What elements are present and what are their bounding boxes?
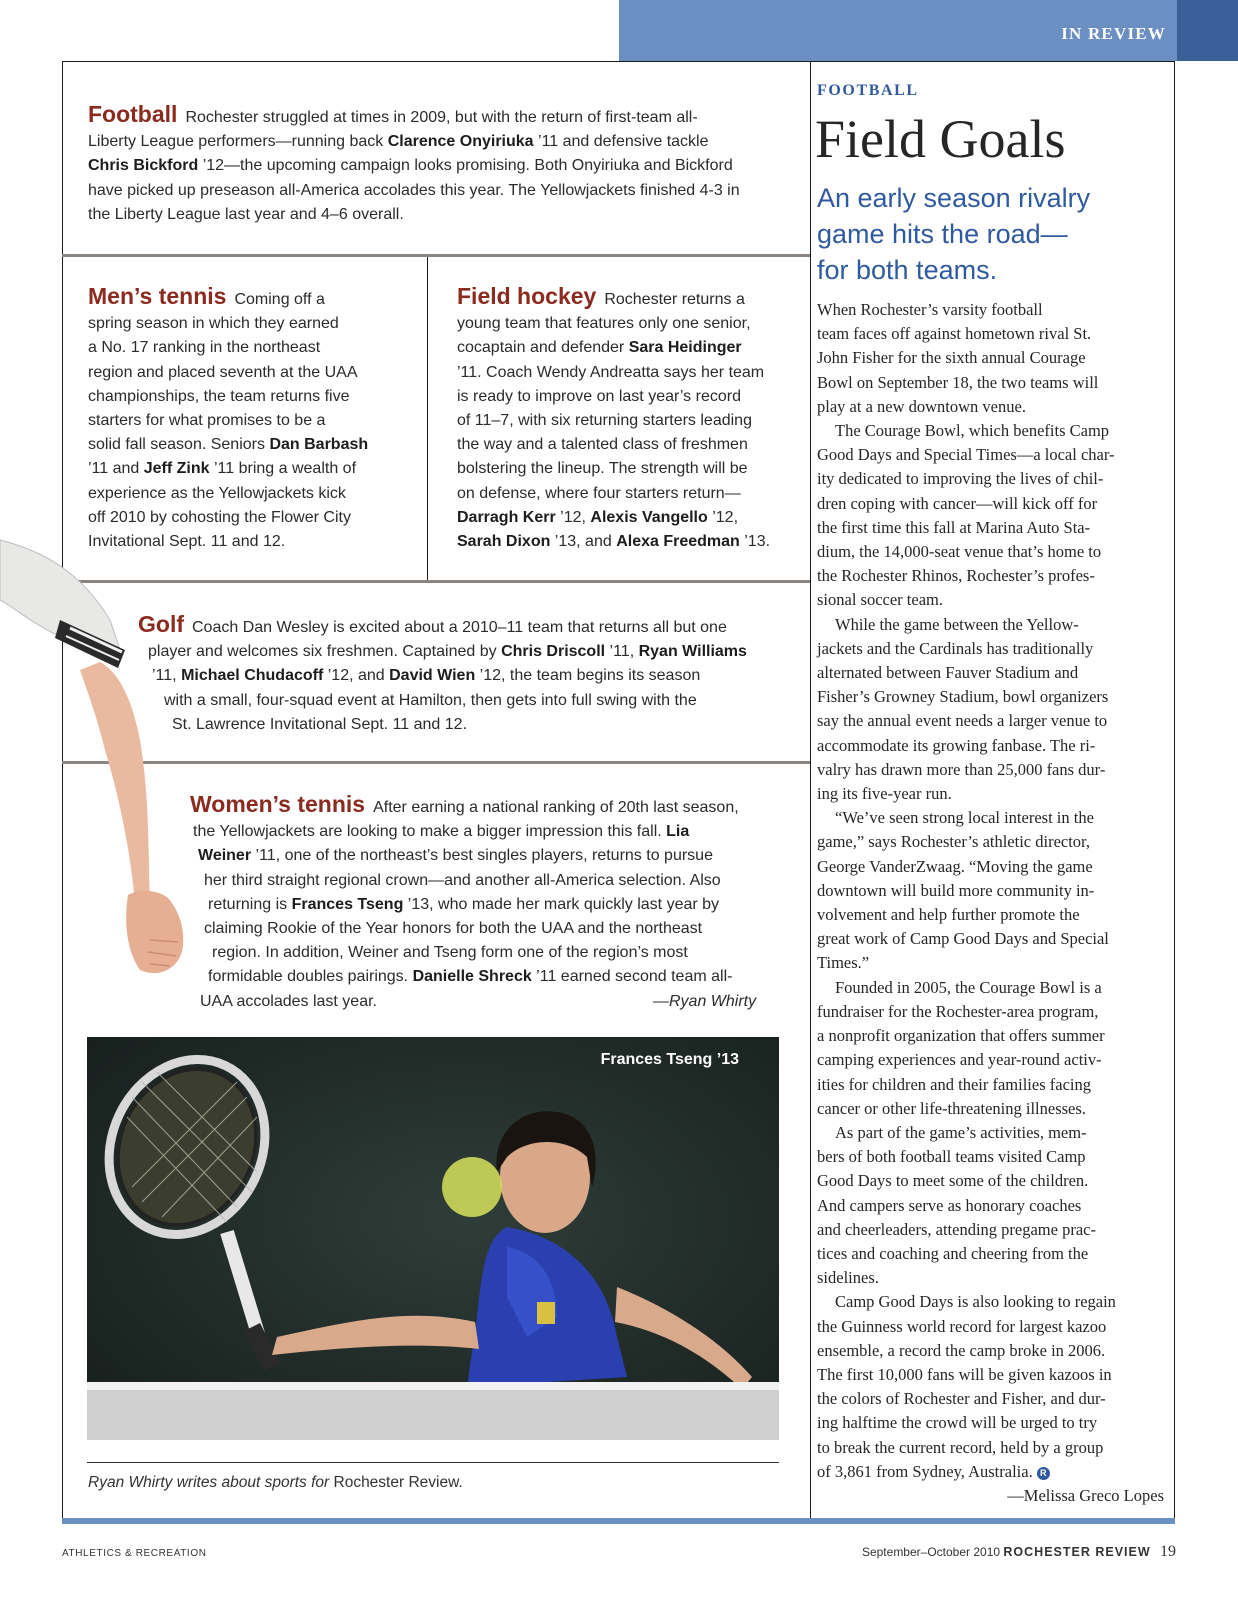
feature-deck: [817, 180, 1090, 288]
body-line: “We’ve seen strong local interest in the: [835, 808, 1094, 828]
text-run: ’12,: [555, 508, 591, 526]
section-line: [190, 844, 739, 868]
body-line: camping experiences and year-round activ-: [817, 1050, 1102, 1070]
caption-rule: [87, 1462, 779, 1463]
feature-kicker: FOOTBALL: [817, 82, 919, 99]
text-run: Liberty League performers—running back: [88, 133, 388, 151]
text-run: ’11 and: [88, 460, 144, 478]
text-run: have picked up preseason all-America accolades this year. The Yellowjackets finished 4-3 in: [88, 181, 740, 199]
player-name: Danielle Shreck: [412, 968, 532, 986]
player-name: David Wien: [389, 667, 476, 685]
text-run: the Yellowjackets are looking to make a bigger impression this fall.: [193, 823, 667, 841]
section-rule: [62, 254, 810, 257]
body-line: ities for children and their families facing: [817, 1074, 1091, 1094]
feature-byline: —Melissa Greco Lopes: [1007, 1485, 1164, 1505]
text-run: off 2010 by cohosting the Flower City: [88, 508, 351, 526]
text-run: ’11. Coach Wendy Andreatta says her team: [457, 363, 765, 381]
text-run: ’11 bring a wealth of: [209, 460, 357, 478]
body-line: say the annual event needs a larger venue to: [817, 711, 1108, 731]
football-section: [88, 102, 740, 227]
author-credit: [88, 1474, 463, 1492]
section-header-label: IN REVIEW: [1061, 24, 1166, 43]
deck-line: An early season rivalry: [817, 183, 1091, 213]
section-line: [88, 312, 368, 336]
credit-publication: Rochester Review.: [333, 1474, 463, 1491]
photo-frances-tseng: [87, 1037, 779, 1440]
body-line: and cheerleaders, attending pregame prac-: [817, 1219, 1096, 1239]
section-line: [88, 482, 368, 506]
text-run: returning is: [208, 895, 292, 913]
body-line: Times.”: [817, 953, 870, 973]
frame-right-line: [1174, 61, 1175, 1522]
text-run: ’11 earned second team all-: [531, 968, 733, 986]
player-name: Dan Barbash: [269, 436, 369, 454]
section-line: [190, 820, 739, 844]
body-line: When Rochester’s varsity football: [817, 300, 1043, 319]
golf-title: Golf: [138, 611, 184, 637]
text-run: After earning a national ranking of 20th last season,: [373, 799, 739, 816]
section-line: [190, 869, 739, 893]
text-run: with a small, four-squad event at Hamilton, then gets into full swing with the: [164, 691, 697, 709]
text-run: [373, 799, 739, 816]
text-run: spring season in which they earned: [88, 315, 339, 333]
section-line: [88, 506, 368, 530]
footer-section-name: ATHLETICS & RECREATION: [62, 1548, 207, 1559]
text-run: St. Lawrence Invitational Sept. 11 and 12.: [172, 715, 468, 733]
body-line: ing halftime the crowd will be urged to try: [817, 1413, 1098, 1433]
text-run: championships, the team returns five: [88, 387, 350, 405]
text-run: on defense, where four starters return—: [457, 484, 741, 502]
body-line: ing its five-year run.: [817, 784, 952, 804]
text-run: formidable doubles pairings.: [208, 968, 413, 986]
body-line: Bowl on September 18, the two teams will: [817, 372, 1099, 392]
section-line: [190, 965, 739, 989]
text-run: [234, 291, 324, 308]
body-line: dren coping with cancer—will kick off for: [817, 493, 1098, 513]
footer-folio: [862, 1543, 1176, 1561]
body-line: the colors of Rochester and Fisher, and dur-: [817, 1389, 1106, 1409]
text-run: starters for what promises to be a: [88, 412, 326, 430]
credit-text: Ryan Whirty writes about sports for: [88, 1474, 334, 1491]
text-run: is ready to improve on last year’s record: [457, 387, 741, 405]
page-number: 19: [1160, 1543, 1176, 1560]
section-line: [457, 312, 770, 336]
section-line: [457, 385, 770, 409]
body-line: Good Days and Special Times—a local char-: [817, 445, 1115, 465]
body-line: great work of Camp Good Days and Special: [817, 929, 1109, 949]
player-name: Ryan Williams: [638, 643, 747, 661]
text-run: [192, 619, 727, 636]
body-line: tices and coaching and cheering from the: [817, 1243, 1089, 1263]
section-line: [457, 530, 770, 554]
body-line: Good Days to meet some of the children.: [817, 1171, 1089, 1191]
body-line: of 3,861 from Sydney, Australia. R: [817, 1460, 1164, 1484]
tennis-player-photo: [87, 1037, 779, 1440]
body-line: The Courage Bowl, which benefits Camp: [835, 421, 1110, 441]
photo-caption: Frances Tseng ’13: [600, 1051, 739, 1068]
text-run: solid fall season. Seniors: [88, 436, 270, 454]
player-name: Clarence Onyiriuka: [387, 133, 534, 151]
feature-headline: Field Goals: [815, 109, 1066, 169]
player-name: Lia: [666, 823, 690, 841]
section-line: [190, 893, 739, 917]
player-name: Alexa Freedman: [616, 533, 740, 551]
section-line: [457, 457, 770, 481]
end-mark-icon: R: [1037, 1467, 1050, 1480]
text-run: the way and a talented class of freshmen: [457, 436, 748, 454]
section-line: [138, 713, 747, 737]
section-line: [138, 689, 747, 713]
body-line: game,” says Rochester’s athletic director,: [817, 832, 1091, 852]
section-line: [88, 409, 368, 433]
field-hockey-section: [457, 284, 770, 554]
body-line: alternated between Fauver Stadium and: [817, 663, 1079, 683]
tennis-arm-image: [0, 500, 200, 1000]
section-line: [138, 664, 747, 688]
player-name: Chris Bickford: [88, 157, 199, 175]
text-run: the Liberty League last year and 4–6 overall.: [88, 205, 404, 223]
footer-magazine: ROCHESTER REVIEW: [1003, 1545, 1151, 1559]
body-line: sidelines.: [817, 1268, 879, 1288]
section-line: [138, 612, 747, 640]
body-line: dium, the 14,000-seat venue that’s home to: [817, 542, 1102, 562]
feature-body: [817, 298, 1164, 1508]
text-run: of 11–7, with six returning starters leading: [457, 412, 752, 430]
text-run: ’11, one of the northeast’s best singles players, returns to pursue: [251, 847, 713, 865]
text-run: a No. 17 ranking in the northeast: [88, 339, 321, 357]
text-run: [200, 993, 377, 1010]
body-line: valry has drawn more than 25,000 fans dur-: [817, 759, 1106, 779]
body-line: John Fisher for the sixth annual Courage: [817, 348, 1086, 368]
text-run: ’12—the upcoming campaign looks promising. Both Onyiriuka and Bickford: [198, 157, 733, 175]
golf-section: [138, 612, 747, 737]
section-line: [190, 917, 739, 941]
body-line: team faces off against hometown rival St.: [817, 324, 1092, 344]
player-name: Sarah Dixon: [457, 533, 551, 551]
text-run: her third straight regional crown—and another all-America selection. Also: [204, 871, 721, 889]
frame-top-line: [62, 61, 1175, 62]
section-line: [457, 506, 770, 530]
player-name: Weiner: [198, 847, 252, 865]
player-name: Darragh Kerr: [457, 508, 556, 526]
text-run: ’12, the team begins its season: [475, 667, 701, 685]
text-run: [185, 109, 697, 126]
text-run: ’13, and: [550, 533, 617, 551]
player-name: Alexis Vangello: [590, 508, 708, 526]
field-hockey-title: Field hockey: [457, 283, 597, 309]
text-run: player and welcomes six freshmen. Captained by: [148, 643, 502, 661]
body-line: jackets and the Cardinals has traditionally: [817, 638, 1094, 658]
section-line: [88, 385, 368, 409]
body-line: fundraiser for the Rochester-area program,: [817, 1001, 1099, 1021]
section-line: [457, 361, 770, 385]
section-line: [457, 409, 770, 433]
body-line: ity dedicated to improving the lives of chil-: [817, 469, 1104, 489]
body-line: cancer or other life-threatening illnesses.: [817, 1098, 1086, 1118]
body-line: to break the current record, held by a group: [817, 1437, 1104, 1457]
section-line: [88, 179, 740, 203]
section-line: [88, 457, 368, 481]
womens-tennis-byline: —Ryan Whirty: [653, 992, 757, 1010]
text-run: region. In addition, Weiner and Tseng form one of the region’s most: [212, 944, 688, 962]
text-run: Rochester returns a: [604, 291, 745, 308]
section-line: [88, 102, 740, 130]
section-line: [457, 433, 770, 457]
body-line: the Guinness world record for largest kazoo: [817, 1316, 1107, 1336]
body-line: play at a new downtown venue.: [817, 396, 1026, 416]
section-line: [190, 990, 757, 1014]
header-band-accent: [1177, 0, 1238, 61]
football-title: Football: [88, 101, 178, 127]
text-run: ’11,: [152, 667, 182, 685]
text-run: cocaptain and defender: [457, 339, 629, 357]
deck-line: game hits the road—: [817, 219, 1068, 249]
body-line: a nonprofit organization that offers summer: [817, 1026, 1105, 1046]
body-line: sional soccer team.: [817, 590, 943, 610]
mid-divider: [427, 256, 428, 581]
section-line: [457, 336, 770, 360]
body-line: accommodate its growing fanbase. The ri-: [817, 735, 1096, 755]
text-run: Invitational Sept. 11 and 12.: [88, 533, 286, 551]
body-line: Fisher’s Growney Stadium, bowl organizers: [817, 687, 1109, 707]
body-line: the first time this fall at Marina Auto Sta-: [817, 517, 1091, 537]
text-run: experience as the Yellowjackets kick: [88, 484, 346, 502]
section-line: [88, 154, 740, 178]
section-line: [190, 941, 739, 965]
player-name: Chris Driscoll: [501, 643, 606, 661]
body-line: George VanderZwaag. “Moving the game: [817, 856, 1093, 876]
deck-line: for both teams.: [817, 255, 998, 285]
text-run: region and placed seventh at the UAA: [88, 363, 358, 381]
text-run: ’11,: [605, 643, 639, 661]
text-run: Rochester struggled at times in 2009, but with the return of first-team all-: [185, 109, 698, 126]
footer-date: September–October 2010: [861, 1545, 1001, 1559]
body-line: downtown will build more community in-: [817, 880, 1095, 900]
text-run: ’13, who made her mark quickly last year by: [403, 895, 720, 913]
text-run: claiming Rookie of the Year honors for both the UAA and the northeast: [204, 920, 703, 938]
section-line: [190, 792, 739, 820]
section-line: [88, 203, 740, 227]
text-run: Coming off a: [234, 291, 325, 308]
text-run: ’12, and: [323, 667, 390, 685]
section-line: [88, 530, 368, 554]
section-line: [88, 130, 740, 154]
player-name: Frances Tseng: [291, 895, 404, 913]
player-name: Michael Chudacoff: [181, 667, 324, 685]
text-run: ’11 and defensive tackle: [533, 133, 709, 151]
text-run: Coach Dan Wesley is excited about a 2010–11 team that returns all but one: [192, 619, 727, 636]
section-line: [88, 361, 368, 385]
text-run: ’13.: [739, 533, 771, 551]
body-line: While the game between the Yellow-: [835, 614, 1079, 634]
body-line: As part of the game’s activities, mem-: [835, 1122, 1087, 1142]
womens-tennis-title: Women’s tennis: [190, 791, 366, 817]
body-line: And campers serve as honorary coaches: [817, 1195, 1082, 1215]
mens-tennis-section: [88, 284, 368, 554]
section-line: [457, 284, 770, 312]
body-line: Founded in 2005, the Courage Bowl is a: [835, 977, 1102, 997]
section-line: [457, 482, 770, 506]
womens-tennis-section: [190, 791, 757, 1014]
text-run: [604, 291, 745, 308]
player-name: Jeff Zink: [143, 460, 210, 478]
body-line: the Rochester Rhinos, Rochester’s profes-: [817, 566, 1095, 586]
mens-tennis-title: Men’s tennis: [88, 283, 227, 309]
text-run: ’12,: [707, 508, 739, 526]
column-divider: [810, 61, 811, 1522]
body-line: Camp Good Days is also looking to regain: [835, 1292, 1116, 1312]
bottom-bar: [62, 1518, 1175, 1524]
section-line: [88, 284, 368, 312]
section-line: [88, 336, 368, 360]
body-line: bers of both football teams visited Camp: [817, 1147, 1086, 1167]
body-line: volvement and help further promote the: [817, 905, 1080, 925]
body-line: ensemble, a record the camp broke in 2006.: [817, 1340, 1106, 1360]
text-run: bolstering the lineup. The strength will be: [457, 460, 748, 478]
player-name: Sara Heidinger: [628, 339, 742, 357]
section-line: [138, 640, 747, 664]
text-run: UAA accolades last year.: [200, 992, 377, 1010]
body-line: The first 10,000 fans will be given kazoos in: [817, 1364, 1112, 1384]
section-line: [88, 433, 368, 457]
text-run: young team that features only one senior,: [457, 315, 751, 333]
